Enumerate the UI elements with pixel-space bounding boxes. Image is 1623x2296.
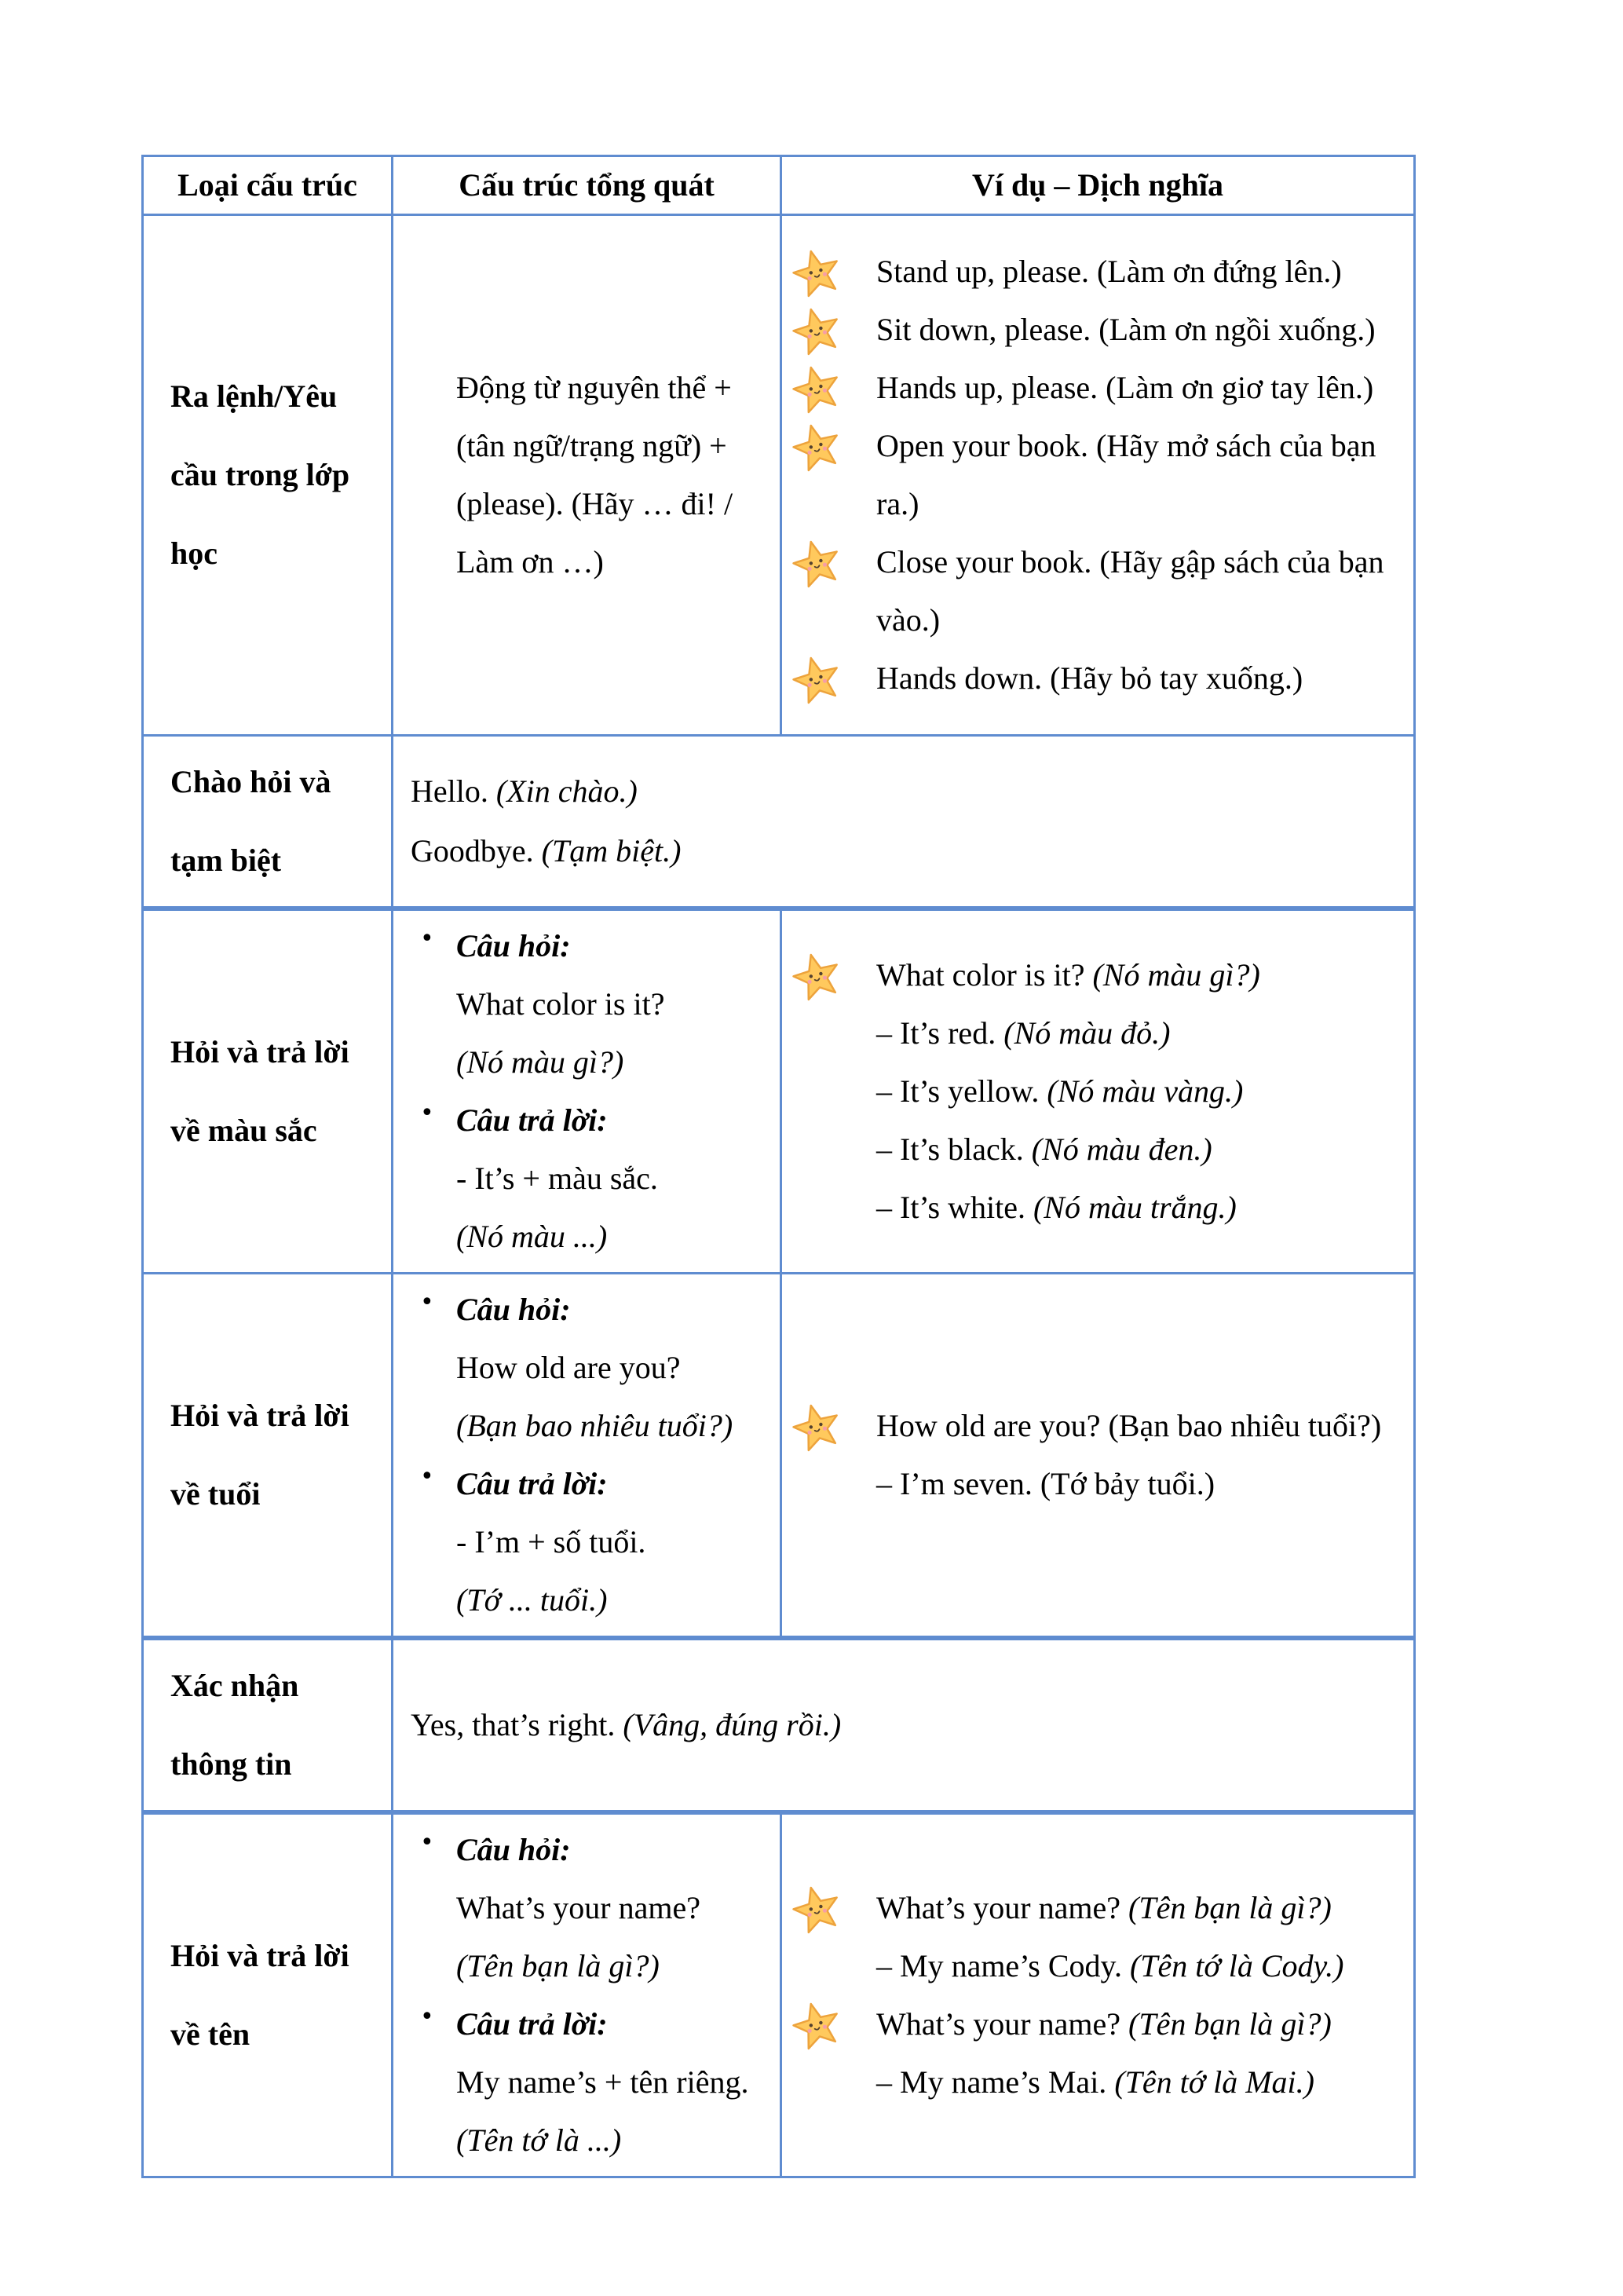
text-run: What’s your name? (456, 1890, 700, 1925)
example-text (876, 1397, 1407, 1455)
example-text (876, 417, 1407, 533)
text-run: (Tên bạn là gì?) (1128, 2006, 1332, 2042)
text-run: (Nó màu gì?) (1092, 957, 1260, 993)
smiling-star-icon (791, 951, 842, 1001)
text-line (456, 1513, 770, 1571)
text-run: (Tớ ... tuổi.) (456, 1582, 608, 1618)
text-run: – It’s white. (876, 1190, 1033, 1225)
text-run: What’s your name? (876, 2006, 1128, 2042)
text-run: (Tên tớ là Mai.) (1114, 2064, 1314, 2100)
example-item (791, 649, 1407, 707)
structure-type-cell: Xác nhận thông tin (143, 1638, 393, 1812)
structure-type-cell: Chào hỏi và tạm biệt (143, 736, 393, 909)
header-structure-type: Loại cấu trúc (143, 156, 393, 215)
bullet-line (420, 1091, 770, 1150)
example-text (876, 649, 1407, 707)
general-structure-cell (393, 1274, 781, 1639)
structure-type-cell: Ra lệnh/Yêu cầu trong lớp học (143, 215, 393, 736)
text-line (456, 359, 770, 591)
smiling-star-icon (791, 538, 842, 588)
bullet-dot-icon: • (420, 1829, 434, 1856)
text-run: - It’s + màu sắc. (456, 1161, 658, 1196)
text-run: (Tên tớ là ...) (456, 2122, 622, 2158)
text-run: – It’s red. (876, 1015, 1004, 1051)
bullet-dot-icon: • (420, 1289, 434, 1316)
example-item (791, 301, 1407, 359)
structure-type-cell: Hỏi và trả lời về tuổi (143, 1274, 393, 1639)
text-run: How old are you? (456, 1350, 681, 1385)
text-line (456, 1571, 770, 1629)
table-row (143, 215, 1415, 736)
text-run: Câu trả lời: (456, 2006, 608, 2042)
table-row (143, 1274, 1415, 1639)
bullet-line (420, 1821, 770, 1879)
examples-cell (781, 1812, 1415, 2177)
smiling-star-icon (791, 654, 842, 704)
text-run: – It’s black. (876, 1132, 1032, 1167)
example-text (876, 1995, 1407, 2053)
text-run: What’s your name? (876, 1890, 1128, 1925)
example-text (876, 1879, 1407, 1937)
text-run: (Nó màu đen.) (1031, 1132, 1212, 1167)
text-run: Yes, that’s right. (411, 1707, 623, 1742)
text-run: Stand up, please. (Làm ơn đứng lên.) (876, 254, 1342, 289)
table-body (143, 215, 1415, 2177)
table-row (143, 1812, 1415, 2177)
text-line (411, 1695, 1406, 1755)
bullet-line (420, 1455, 770, 1513)
smiling-star-icon (791, 247, 842, 298)
text-run: Hands up, please. (Làm ơn giơ tay lên.) (876, 370, 1374, 405)
text-run: Câu hỏi: (456, 1832, 571, 1867)
text-run: Open your book. (Hãy mở sách của bạn ra.) (876, 428, 1376, 521)
text-run: Hands down. (Hãy bỏ tay xuống.) (876, 660, 1303, 696)
text-run: – I’m seven. (Tớ bảy tuổi.) (876, 1466, 1215, 1501)
bullet-line (420, 1995, 770, 2053)
text-line (456, 1150, 770, 1208)
bullet-dot-icon: • (420, 925, 434, 952)
text-run: (Tạm biệt.) (541, 833, 682, 868)
text-run: Câu trả lời: (456, 1102, 608, 1138)
text-line (456, 1208, 770, 1266)
example-item (791, 1995, 1407, 2053)
bullet-dot-icon: • (420, 1099, 434, 1127)
smiling-star-icon (791, 1402, 842, 1452)
text-run: - I’m + số tuổi. (456, 1524, 646, 1559)
grammar-table (141, 155, 1416, 2178)
text-run: Câu hỏi: (456, 1292, 571, 1327)
smiling-star-icon (791, 422, 842, 472)
text-line (411, 821, 1406, 881)
example-text (876, 946, 1407, 1004)
smiling-star-icon (791, 2000, 842, 2050)
example-answer (791, 1004, 1407, 1062)
text-run: Hello. (411, 773, 496, 809)
text-run: (Nó màu ...) (456, 1219, 608, 1254)
example-answer (791, 1179, 1407, 1237)
example-answer (791, 1937, 1407, 1995)
text-line (456, 2053, 770, 2111)
example-text (876, 359, 1407, 417)
table-row (143, 1638, 1415, 1812)
bullet-line (420, 1281, 770, 1339)
general-structure-cell (393, 215, 781, 736)
text-line (456, 1397, 770, 1455)
text-run: (Tên tớ là Cody.) (1129, 1948, 1344, 1983)
example-item (791, 946, 1407, 1004)
header-example-translation: Ví dụ – Dịch nghĩa (781, 156, 1415, 215)
bullet-dot-icon: • (420, 1463, 434, 1490)
text-run: What color is it? (456, 986, 665, 1022)
example-item (791, 417, 1407, 533)
table-row (143, 736, 1415, 909)
example-item (791, 1879, 1407, 1937)
smiling-star-icon (791, 364, 842, 414)
text-run: (Xin chào.) (495, 773, 638, 809)
text-run: – My name’s Cody. (876, 1948, 1130, 1983)
examples-cell (781, 1274, 1415, 1639)
text-run: Close your book. (Hãy gập sách của bạn vào.) (876, 544, 1384, 638)
example-answer (791, 1121, 1407, 1179)
text-run: Sit down, please. (Làm ơn ngồi xuống.) (876, 312, 1376, 347)
text-run: (Nó màu gì?) (456, 1044, 624, 1080)
text-run: – My name’s Mai. (876, 2064, 1115, 2100)
header-general-structure: Cấu trúc tổng quát (393, 156, 781, 215)
text-run: How old are you? (Bạn bao nhiêu tuổi?) (876, 1408, 1382, 1443)
text-run: Goodbye. (411, 833, 542, 868)
text-line (456, 975, 770, 1033)
smiling-star-icon (791, 1884, 842, 1934)
text-run: (Nó màu trắng.) (1033, 1190, 1237, 1225)
text-run: (Tên bạn là gì?) (456, 1948, 660, 1983)
table-row (143, 909, 1415, 1274)
example-answer (791, 2053, 1407, 2111)
merged-content-cell (393, 1638, 1415, 1812)
header-row (143, 156, 1415, 215)
text-line (411, 762, 1406, 821)
example-item (791, 1397, 1407, 1455)
smiling-star-icon (791, 305, 842, 356)
structure-type-cell: Hỏi và trả lời về tên (143, 1812, 393, 2177)
example-text (876, 243, 1407, 301)
text-line (456, 1879, 770, 1937)
example-item (791, 533, 1407, 649)
example-text (876, 533, 1407, 649)
bullet-dot-icon: • (420, 2003, 434, 2031)
general-structure-cell (393, 909, 781, 1274)
text-run: Câu trả lời: (456, 1466, 608, 1501)
text-run: (Vâng, đúng rồi.) (623, 1707, 842, 1742)
text-run: Câu hỏi: (456, 928, 571, 963)
text-run: (Nó màu vàng.) (1047, 1073, 1244, 1109)
text-line (456, 1339, 770, 1397)
text-run: Động từ nguyên thể + (tân ngữ/trạng ngữ) + (please). (Hãy … đi! / Làm ơn …) (456, 370, 733, 579)
text-run: – It’s yellow. (876, 1073, 1047, 1109)
text-line (456, 1937, 770, 1995)
general-structure-cell (393, 1812, 781, 2177)
examples-cell (781, 215, 1415, 736)
structure-type-cell: Hỏi và trả lời về màu sắc (143, 909, 393, 1274)
bullet-line (420, 917, 770, 975)
text-run: What color is it? (876, 957, 1093, 993)
text-run: (Nó màu đỏ.) (1003, 1015, 1171, 1051)
merged-content-cell (393, 736, 1415, 909)
examples-cell (781, 909, 1415, 1274)
example-item (791, 359, 1407, 417)
example-text (876, 301, 1407, 359)
text-line (456, 1033, 770, 1091)
text-run: (Tên bạn là gì?) (1128, 1890, 1332, 1925)
example-item (791, 243, 1407, 301)
example-answer (791, 1455, 1407, 1513)
text-line (456, 2111, 770, 2170)
text-run: (Bạn bao nhiêu tuổi?) (456, 1408, 733, 1443)
text-run: My name’s + tên riêng. (456, 2064, 749, 2100)
example-answer (791, 1062, 1407, 1121)
